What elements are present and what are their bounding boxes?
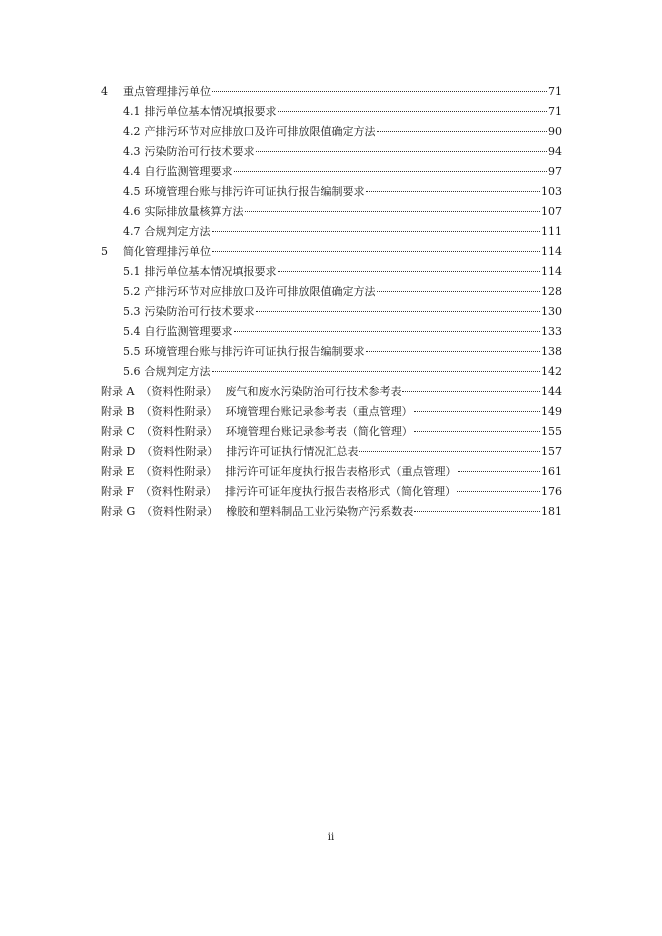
toc-entry-5-5[interactable] — [101, 342, 562, 362]
table-of-contents — [101, 82, 562, 522]
dot-leader — [402, 391, 540, 392]
toc-title: 环境管理台账与排污许可证执行报告编制要求 — [144, 345, 365, 358]
toc-entry-4-6[interactable] — [101, 202, 562, 222]
toc-number: 4.5 — [123, 185, 141, 198]
toc-page-number: 144 — [541, 385, 562, 398]
toc-number: 4.3 — [123, 145, 141, 158]
toc-page-number: 181 — [541, 505, 562, 518]
dot-leader — [212, 231, 541, 232]
toc-page-number: 157 — [541, 445, 562, 458]
toc-title: 排污单位基本情况填报要求 — [144, 105, 277, 118]
toc-number: 4.2 — [123, 125, 141, 138]
toc-appendix-label: 附录 D — [101, 445, 136, 458]
dot-leader — [245, 211, 541, 212]
toc-number: 5.1 — [123, 265, 141, 278]
toc-page-number: 114 — [541, 265, 562, 278]
toc-entry-4[interactable] — [101, 82, 562, 102]
toc-appendix-category: （资料性附录） — [140, 405, 218, 418]
toc-title: 排污许可证年度执行报告表格形式（简化管理） — [225, 485, 457, 498]
toc-page-number: 133 — [541, 325, 562, 338]
toc-title: 排污单位基本情况填报要求 — [144, 265, 277, 278]
toc-appendix-category: （资料性附录） — [140, 485, 218, 498]
toc-appendix-label: 附录 F — [101, 485, 135, 498]
dot-leader — [414, 511, 540, 512]
toc-entry-appendix-d[interactable] — [101, 442, 562, 462]
dot-leader — [377, 131, 548, 132]
toc-appendix-category: （资料性附录） — [140, 465, 218, 478]
toc-entry-5-3[interactable] — [101, 302, 562, 322]
toc-entry-appendix-e[interactable] — [101, 462, 562, 482]
toc-title: 污染防治可行技术要求 — [144, 305, 255, 318]
toc-entry-4-4[interactable] — [101, 162, 562, 182]
toc-title: 自行监测管理要求 — [144, 325, 233, 338]
toc-entry-appendix-c[interactable] — [101, 422, 562, 442]
toc-page-number: 71 — [548, 105, 562, 118]
toc-page-number: 97 — [548, 165, 562, 178]
toc-entry-4-7[interactable] — [101, 222, 562, 242]
toc-title: 环境管理台账记录参考表（简化管理） — [225, 425, 413, 438]
toc-page-number: 114 — [541, 245, 562, 258]
toc-title: 废气和废水污染防治可行技术参考表 — [225, 385, 402, 398]
toc-entry-4-2[interactable] — [101, 122, 562, 142]
toc-appendix-category: （资料性附录） — [140, 385, 218, 398]
toc-entry-5-6[interactable] — [101, 362, 562, 382]
toc-page-number: 103 — [541, 185, 562, 198]
toc-number: 5.3 — [123, 305, 141, 318]
dot-leader — [256, 151, 548, 152]
toc-title: 自行监测管理要求 — [144, 165, 233, 178]
toc-entry-5-4[interactable] — [101, 322, 562, 342]
toc-number: 5.4 — [123, 325, 141, 338]
toc-entry-appendix-f[interactable] — [101, 482, 562, 502]
toc-entry-4-3[interactable] — [101, 142, 562, 162]
toc-appendix-category: （资料性附录） — [140, 425, 218, 438]
dot-leader — [414, 431, 540, 432]
toc-number: 4.6 — [123, 205, 141, 218]
toc-page-number: 161 — [541, 465, 562, 478]
toc-page-number: 130 — [541, 305, 562, 318]
toc-page-number: 176 — [541, 485, 562, 498]
dot-leader — [212, 251, 540, 252]
dot-leader — [414, 411, 540, 412]
toc-title: 重点管理排污单位 — [123, 85, 211, 98]
toc-number: 4.4 — [123, 165, 141, 178]
toc-number: 4.7 — [123, 225, 141, 238]
toc-title: 排污许可证执行情况汇总表 — [226, 445, 359, 458]
dot-leader — [278, 271, 541, 272]
toc-appendix-label: 附录 G — [101, 505, 136, 518]
toc-entry-5-2[interactable] — [101, 282, 562, 302]
dot-leader — [377, 291, 541, 292]
dot-leader — [212, 371, 541, 372]
toc-entry-appendix-g[interactable] — [101, 502, 562, 522]
dot-leader — [256, 311, 541, 312]
dot-leader — [457, 491, 540, 492]
toc-number: 5.5 — [123, 345, 141, 358]
toc-title: 橡胶和塑料制品工业污染物产污系数表 — [226, 505, 414, 518]
toc-number: 4 — [101, 85, 108, 98]
toc-entry-4-1[interactable] — [101, 102, 562, 122]
dot-leader — [212, 91, 547, 92]
toc-page-number: 155 — [541, 425, 562, 438]
toc-title: 简化管理排污单位 — [123, 245, 211, 258]
toc-appendix-label: 附录 E — [101, 465, 135, 478]
toc-number: 5.6 — [123, 365, 141, 378]
toc-page-number: 71 — [548, 85, 562, 98]
dot-leader — [458, 471, 540, 472]
dot-leader — [278, 111, 548, 112]
toc-number: 5.2 — [123, 285, 141, 298]
toc-page-number: 107 — [541, 205, 562, 218]
toc-entry-5-1[interactable] — [101, 262, 562, 282]
toc-appendix-label: 附录 B — [101, 405, 135, 418]
dot-leader — [366, 351, 541, 352]
toc-entry-appendix-b[interactable] — [101, 402, 562, 422]
toc-page-number: 142 — [541, 365, 562, 378]
toc-title: 合规判定方法 — [144, 225, 211, 238]
page-footer-number: ii — [327, 832, 335, 843]
toc-appendix-label: 附录 C — [101, 425, 135, 438]
toc-page-number: 138 — [541, 345, 562, 358]
dot-leader — [366, 191, 541, 192]
toc-title: 产排污环节对应排放口及许可排放限值确定方法 — [144, 125, 376, 138]
toc-number: 4.1 — [123, 105, 141, 118]
toc-appendix-label: 附录 A — [101, 385, 135, 398]
toc-title: 实际排放量核算方法 — [144, 205, 244, 218]
toc-page-number: 128 — [541, 285, 562, 298]
toc-entry-appendix-a[interactable] — [101, 382, 562, 402]
toc-page-number: 90 — [548, 125, 562, 138]
toc-appendix-category: （资料性附录） — [141, 445, 219, 458]
toc-title: 排污许可证年度执行报告表格形式（重点管理） — [225, 465, 457, 478]
toc-page-number: 94 — [548, 145, 562, 158]
toc-page-number: 149 — [541, 405, 562, 418]
dot-leader — [234, 331, 541, 332]
dot-leader — [359, 451, 540, 452]
toc-page-number: 111 — [541, 225, 562, 238]
toc-appendix-category: （资料性附录） — [141, 505, 219, 518]
toc-entry-5[interactable] — [101, 242, 562, 262]
toc-title: 环境管理台账与排污许可证执行报告编制要求 — [144, 185, 365, 198]
toc-title: 污染防治可行技术要求 — [144, 145, 255, 158]
toc-number: 5 — [101, 245, 108, 258]
toc-title: 环境管理台账记录参考表（重点管理） — [225, 405, 413, 418]
toc-title: 产排污环节对应排放口及许可排放限值确定方法 — [144, 285, 376, 298]
dot-leader — [234, 171, 548, 172]
toc-entry-4-5[interactable] — [101, 182, 562, 202]
toc-title: 合规判定方法 — [144, 365, 211, 378]
